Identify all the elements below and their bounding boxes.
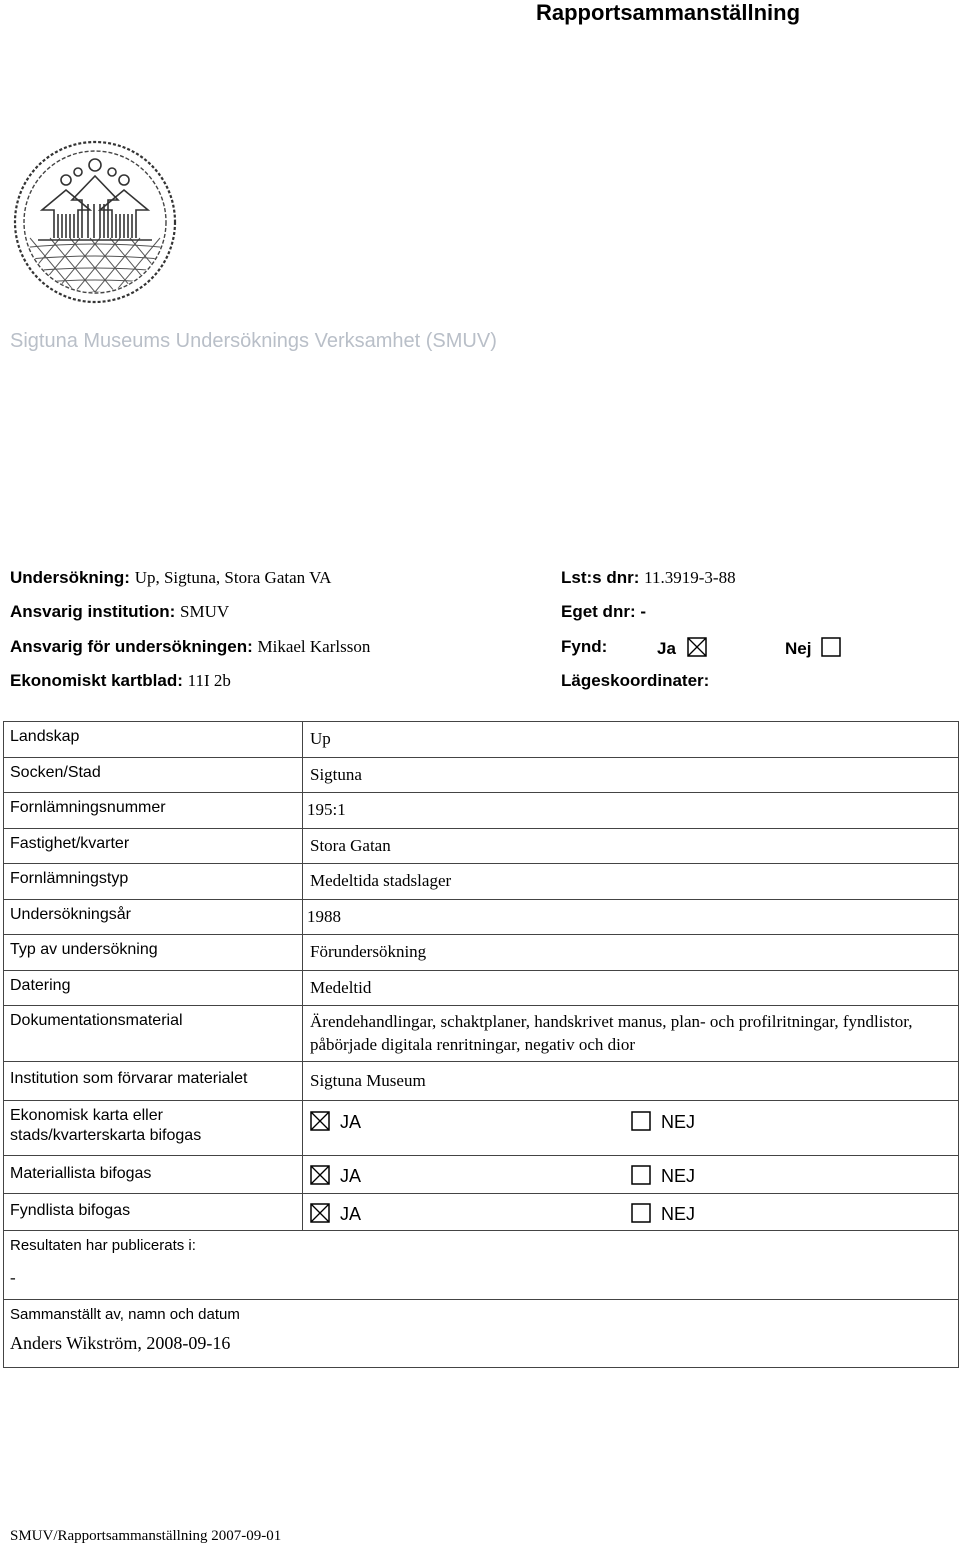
fynd-nej-label: Nej: [785, 639, 812, 658]
row-value: Up: [303, 722, 959, 758]
table-row: [4, 1006, 959, 1062]
header-ekonomiskt-kartblad: [10, 671, 231, 691]
ja-option[interactable]: [310, 1165, 361, 1187]
row-label: Fastighet/kvarter: [4, 829, 303, 864]
table-row: [4, 758, 959, 793]
nej-label: NEJ: [661, 1166, 696, 1186]
checked-checkbox-icon[interactable]: [687, 637, 707, 657]
ja-label: JA: [340, 1204, 362, 1224]
row-value: Förundersökning: [303, 935, 959, 971]
row-label: Fornlämningstyp: [4, 864, 303, 900]
published-value: -: [10, 1268, 16, 1287]
row-label: Undersökningsår: [4, 900, 303, 935]
nej-option[interactable]: [631, 1111, 695, 1133]
row-label: Typ av undersökning: [4, 935, 303, 971]
header-label: Ekonomiskt kartblad:: [10, 671, 183, 690]
header-label: Ansvarig institution:: [10, 602, 176, 621]
row-value: Sigtuna Museum: [303, 1062, 959, 1101]
checked-checkbox-icon[interactable]: [310, 1203, 330, 1223]
ja-option[interactable]: [310, 1111, 361, 1133]
nej-label: NEJ: [661, 1112, 696, 1132]
ja-label: JA: [340, 1112, 362, 1132]
header-value: 11I 2b: [187, 671, 231, 690]
header-lst-dnr: [561, 568, 736, 588]
row-value: Sigtuna: [303, 758, 959, 793]
nej-option[interactable]: [631, 1203, 695, 1225]
header-label: Lst:s dnr:: [561, 568, 640, 587]
table-row: [4, 864, 959, 900]
checked-checkbox-icon[interactable]: [310, 1165, 330, 1185]
header-value: Up, Sigtuna, Stora Gatan VA: [134, 568, 332, 587]
row-value: Medeltida stadslager: [303, 864, 959, 900]
report-table: [3, 721, 959, 1368]
table-row: [4, 935, 959, 971]
row-label: Materiallista bifogas: [4, 1156, 303, 1194]
ja-option[interactable]: [310, 1203, 361, 1225]
table-row-compiled: [4, 1300, 959, 1368]
table-row: [4, 1062, 959, 1101]
fynd-ja-option[interactable]: [657, 637, 707, 659]
fynd-ja-label: Ja: [657, 639, 676, 658]
header-value: 11.3919-3-88: [644, 568, 736, 587]
row-label: Fyndlista bifogas: [4, 1194, 303, 1231]
header-label: Ansvarig för undersökningen:: [10, 637, 253, 656]
header-fynd-label: Fynd:: [561, 637, 608, 656]
museum-name: Sigtuna Museums Undersöknings Verksamhet (SMUV): [10, 330, 497, 352]
sigtuna-museum-logo: [10, 138, 180, 306]
row-label: Institution som förvarar materialet: [4, 1062, 303, 1101]
document-title: Rapportsammanställning: [536, 0, 801, 25]
table-row: [4, 971, 959, 1006]
unchecked-checkbox-icon[interactable]: [631, 1203, 651, 1223]
header-ansvarig-person: [10, 637, 370, 657]
checked-checkbox-icon[interactable]: [310, 1111, 330, 1131]
ja-label: JA: [340, 1166, 362, 1186]
unchecked-checkbox-icon[interactable]: [631, 1165, 651, 1185]
row-label: Ekonomisk karta eller stads/kvarterskarta bifogas: [4, 1101, 303, 1156]
row-value: Stora Gatan: [303, 829, 959, 864]
compiled-value: Anders Wikström, 2008-09-16: [10, 1333, 231, 1353]
table-row: [4, 900, 959, 935]
table-row: [4, 722, 959, 758]
row-label: Landskap: [4, 722, 303, 758]
header-eget-dnr: [561, 602, 646, 622]
header-value: SMUV: [180, 602, 230, 621]
table-row: [4, 793, 959, 829]
header-label: Eget dnr: -: [561, 602, 646, 621]
table-row-published: [4, 1231, 959, 1300]
nej-label: NEJ: [661, 1204, 696, 1224]
header-undersokning: [10, 568, 331, 588]
header-lageskoordinater: Lägeskoordinater:: [561, 671, 710, 690]
header-ansvarig-institution: [10, 602, 229, 622]
table-row-attachment: [4, 1156, 959, 1194]
table-row-attachment: [4, 1101, 959, 1156]
nej-option[interactable]: [631, 1165, 695, 1187]
unchecked-checkbox-icon[interactable]: [821, 637, 841, 657]
row-label: Fornlämningsnummer: [4, 793, 303, 829]
compiled-label: Sammanställt av, namn och datum: [10, 1306, 240, 1323]
row-label: Dokumentationsmaterial: [4, 1006, 303, 1062]
row-value: 1988: [303, 900, 959, 935]
row-value: Medeltid: [303, 971, 959, 1006]
header-value: Mikael Karlsson: [257, 637, 371, 656]
row-value: Ärendehandlingar, schaktplaner, handskrivet manus, plan- och profilritningar, fyndlistor, påbörjade digitala renritningar, negativ och dior: [303, 1006, 959, 1062]
unchecked-checkbox-icon[interactable]: [631, 1111, 651, 1131]
fynd-nej-option[interactable]: [785, 637, 841, 659]
footer-text: SMUV/Rapportsammanställning 2007-09-01: [10, 1528, 282, 1544]
table-row: [4, 829, 959, 864]
table-row-attachment: [4, 1194, 959, 1231]
row-label: Socken/Stad: [4, 758, 303, 793]
row-label: Datering: [4, 971, 303, 1006]
header-label: Undersökning:: [10, 568, 130, 587]
published-label: Resultaten har publicerats i:: [10, 1237, 196, 1254]
row-value: 195:1: [303, 793, 959, 829]
